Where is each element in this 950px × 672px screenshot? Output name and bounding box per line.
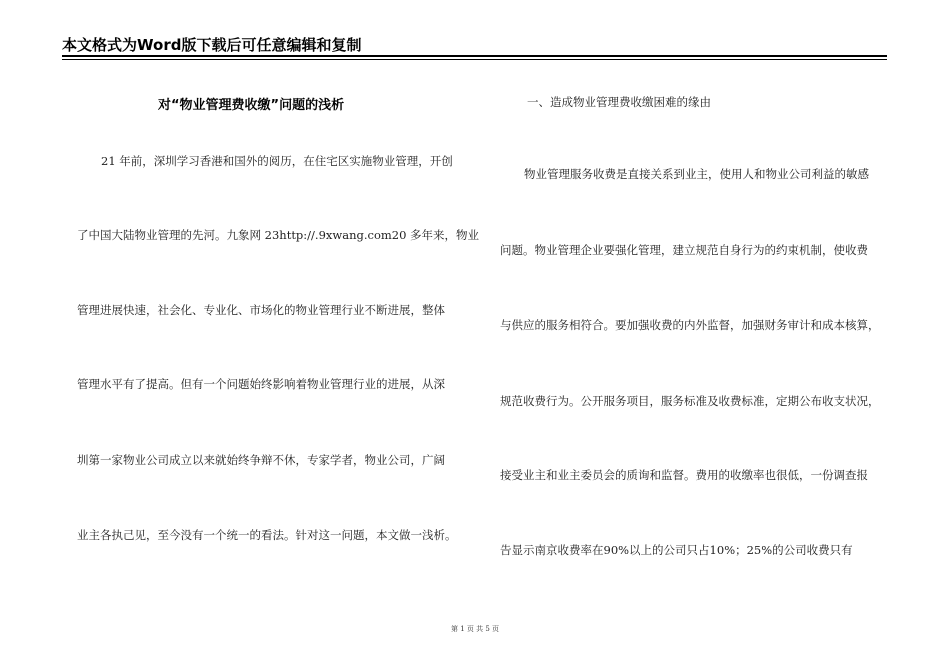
- section-heading: 一、造成物业管理费收缴困难的缘由: [527, 95, 711, 109]
- right-paragraph-line: 告显示南京收费率在90%以上的公司只占10%；25%的公司收费只有: [500, 543, 853, 557]
- right-paragraph-line: 规范收费行为。公开服务项目，服务标准及收费标准，定期公布收支状况，: [500, 394, 880, 408]
- header-rule-thin: [62, 59, 887, 60]
- left-paragraph-line: 业主各执己见，至今没有一个统一的看法。针对这一问题，本文做一浅析。: [77, 528, 457, 542]
- left-paragraph-line: 管理进展快速，社会化、专业化、市场化的物业管理行业不断进展，整体: [77, 303, 445, 317]
- left-paragraph-line: 了中国大陆物业管理的先河。九象网 23http://.9xwang.com20 多年来，物业: [77, 228, 480, 242]
- left-paragraph-line: 21 年前，深圳学习香港和国外的阅历，在住宅区实施物业管理，开创: [101, 154, 453, 168]
- right-paragraph-line: 物业管理服务收费是直接关系到业主，使用人和物业公司利益的敏感: [524, 167, 869, 181]
- document-banner: 本文格式为Word版下载后可任意编辑和复制: [62, 36, 362, 54]
- left-paragraph-line: 圳第一家物业公司成立以来就始终争辩不休，专家学者，物业公司，广阔: [77, 453, 445, 467]
- right-paragraph-line: 与供应的服务相符合。要加强收费的内外监督，加强财务审计和成本核算，: [500, 318, 880, 332]
- left-paragraph-line: 管理水平有了提高。但有一个问题始终影响着物业管理行业的进展，从深: [77, 377, 445, 391]
- page-number: 第 1 页 共 5 页: [450, 625, 500, 633]
- right-paragraph-line: 接受业主和业主委员会的质询和监督。费用的收缴率也很低，一份调查报: [500, 468, 868, 482]
- header-rule-thick: [62, 55, 887, 57]
- right-paragraph-line: 问题。物业管理企业要强化管理，建立规范自身行为的约束机制，使收费: [500, 243, 868, 257]
- article-title: 对“物业管理费收缴”问题的浅析: [158, 98, 345, 113]
